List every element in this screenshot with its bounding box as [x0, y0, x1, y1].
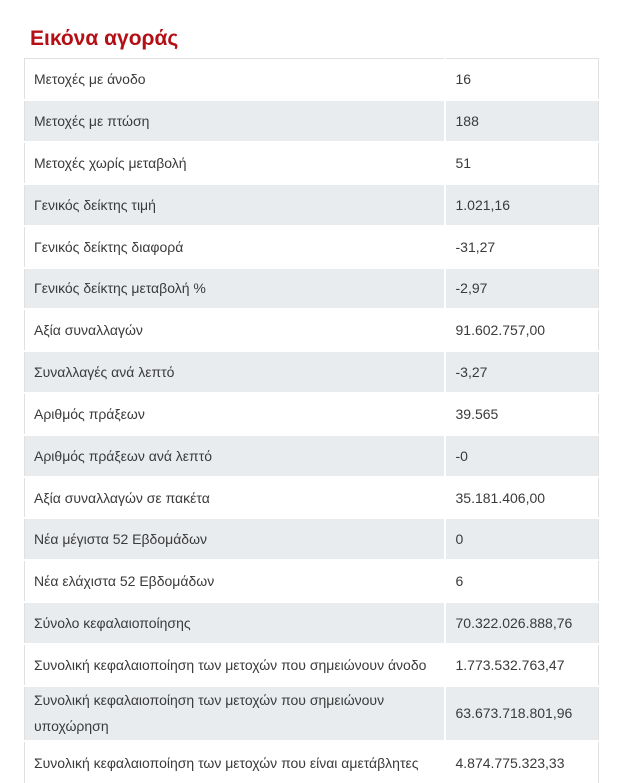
row-value: -3,27 [445, 351, 599, 393]
section-title: Εικόνα αγοράς [30, 27, 179, 50]
row-value: 4.874.775.323,33 [445, 741, 599, 783]
table-row [25, 226, 599, 268]
row-value: 51 [445, 142, 599, 184]
table-row [25, 393, 599, 435]
row-label: Μετοχές με άνοδο [25, 59, 445, 101]
row-value: 16 [445, 59, 599, 101]
table-row [25, 268, 599, 310]
table-row [25, 435, 599, 477]
table-row [25, 309, 599, 351]
table-row [25, 142, 599, 184]
row-value: 188 [445, 100, 599, 142]
row-value: 0 [445, 518, 599, 560]
table-row [25, 686, 599, 741]
table-row [25, 518, 599, 560]
row-value: 39.565 [445, 393, 599, 435]
row-label: Γενικός δείκτης μεταβολή % [25, 268, 445, 310]
row-label: Νέα ελάχιστα 52 Εβδομάδων [25, 560, 445, 602]
row-label: Συναλλαγές ανά λεπτό [25, 351, 445, 393]
table-row [25, 741, 599, 783]
row-label: Γενικός δείκτης τιμή [25, 184, 445, 226]
row-value: 1.021,16 [445, 184, 599, 226]
row-value: 63.673.718.801,96 [445, 686, 599, 741]
row-value: -0 [445, 435, 599, 477]
table-row [25, 602, 599, 644]
table-row [25, 184, 599, 226]
table-row [25, 100, 599, 142]
table-row [25, 59, 599, 101]
table-row [25, 560, 599, 602]
row-label: Αριθμός πράξεων [25, 393, 445, 435]
row-label: Αριθμός πράξεων ανά λεπτό [25, 435, 445, 477]
row-value: 6 [445, 560, 599, 602]
table-row [25, 477, 599, 519]
row-value: 35.181.406,00 [445, 477, 599, 519]
row-label: Μετοχές χωρίς μεταβολή [25, 142, 445, 184]
row-label: Συνολική κεφαλαιοποίηση των μετοχών που είναι αμετάβλητες [25, 741, 445, 783]
row-label: Γενικός δείκτης διαφορά [25, 226, 445, 268]
row-value: 91.602.757,00 [445, 309, 599, 351]
row-value: 70.322.026.888,76 [445, 602, 599, 644]
table-row [25, 644, 599, 686]
row-value: -2,97 [445, 268, 599, 310]
row-label: Συνολική κεφαλαιοποίηση των μετοχών που σημειώνουν άνοδο [25, 644, 445, 686]
row-value: 1.773.532.763,47 [445, 644, 599, 686]
row-label: Αξία συναλλαγών [25, 309, 445, 351]
row-label: Σύνολο κεφαλαιοποίησης [25, 602, 445, 644]
row-value: -31,27 [445, 226, 599, 268]
row-label: Αξία συναλλαγών σε πακέτα [25, 477, 445, 519]
row-label: Νέα μέγιστα 52 Εβδομάδων [25, 518, 445, 560]
row-label: Μετοχές με πτώση [25, 100, 445, 142]
row-label: Συνολική κεφαλαιοποίηση των μετοχών που σημειώνουν υποχώρηση [25, 686, 445, 741]
table-row [25, 351, 599, 393]
market-overview-table [24, 58, 599, 783]
